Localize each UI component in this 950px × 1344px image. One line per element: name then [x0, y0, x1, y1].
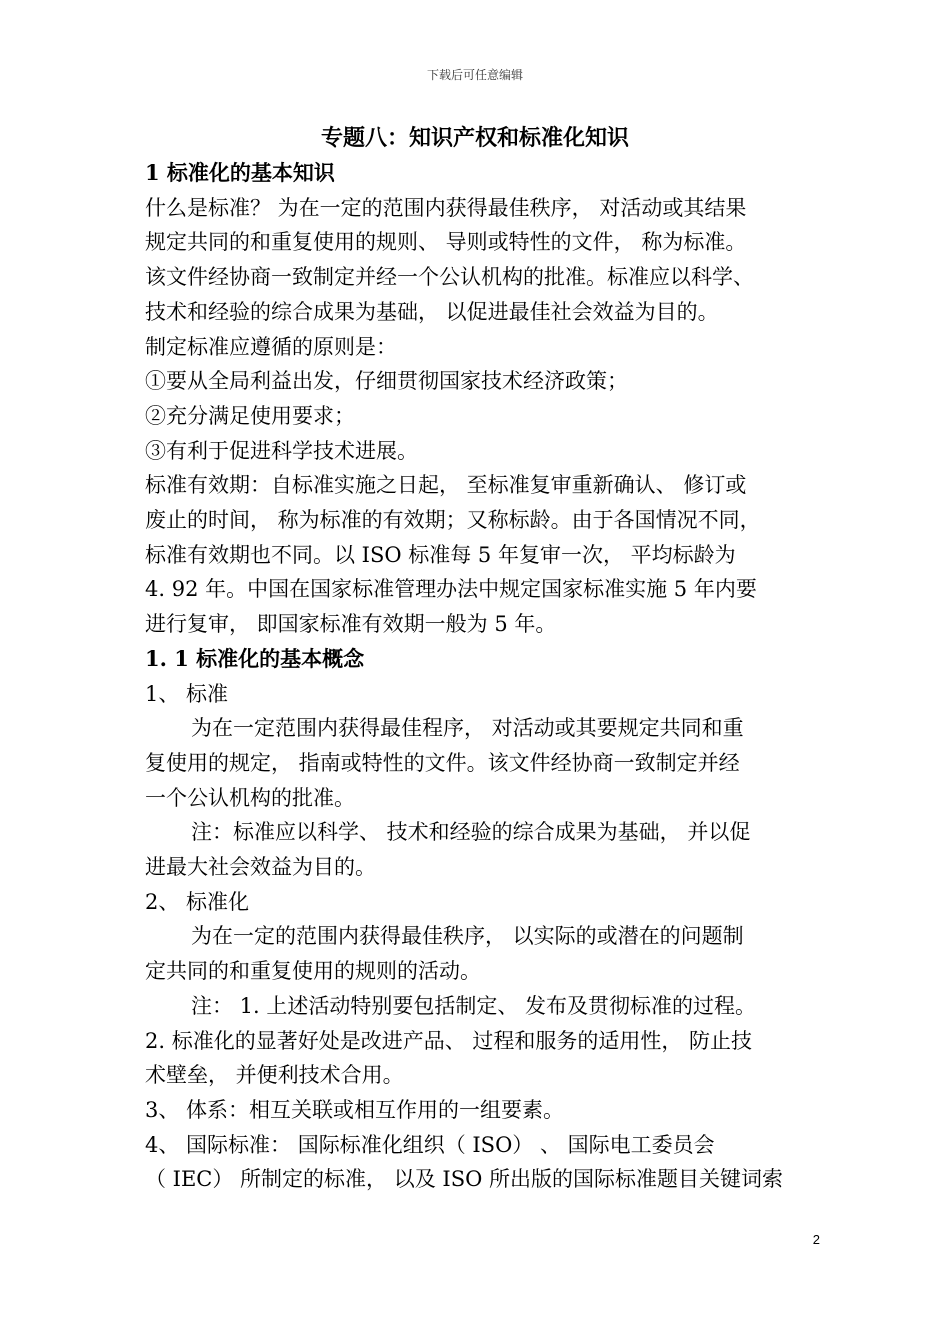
paragraph-line: 制定标准应遵循的原则是： [145, 334, 397, 359]
section-heading: 1 标准化的基本知识 [145, 160, 335, 185]
numbered-item: 2、 标准化 [145, 889, 250, 914]
list-item: ③有利于促进科学技术进展。 [145, 438, 418, 463]
paragraph-line: 复使用的规定， 指南或特性的文件。该文件经协商一致制定并经 [145, 750, 740, 775]
header-note: 下载后可任意编辑 [426, 68, 523, 82]
note-line: 注：标准应以科学、 技术和经验的综合成果为基础， 并以促 [191, 820, 751, 845]
paragraph-line: 废止的时间， 称为标准的有效期；又称标龄。由于各国情况不同， [145, 508, 761, 533]
paragraph-line: 一个公认机构的批准。 [145, 785, 355, 810]
document-body [145, 156, 815, 1197]
paragraph-line: 什么是标准？ 为在一定的范围内获得最佳秩序， 对活动或其结果 [145, 195, 747, 220]
paragraph-line: 进行复审， 即国家标准有效期一般为 5 年。 [145, 612, 557, 637]
numbered-item: 4、 国际标准： 国际标准化组织（ ISO） 、 国际电工委员会 [145, 1132, 715, 1157]
numbered-item: 1、 标准 [145, 681, 229, 706]
paragraph-line: 技术和经验的综合成果为基础， 以促进最佳社会效益为目的。 [145, 299, 719, 324]
paragraph-line: 定共同的和重复使用的规则的活动。 [145, 959, 481, 984]
paragraph-line: 标准有效期也不同。以 ISO 标准每 5 年复审一次， 平均标龄为 [145, 542, 736, 567]
list-item: ②充分满足使用要求； [145, 403, 355, 428]
list-item: ①要从全局利益出发，仔细贯彻国家技术经济政策； [145, 369, 628, 394]
paragraph-line: 4. 92 年。中国在国家标准管理办法中规定国家标准实施 5 年内要 [145, 577, 757, 602]
note-line: 进最大社会效益为目的。 [145, 855, 376, 880]
subsection-heading: 1. 1 标准化的基本概念 [145, 645, 365, 671]
page-title: 专题八：知识产权和标准化知识 [320, 125, 629, 151]
paragraph-line: 为在一定的范围内获得最佳秩序， 以实际的或潜在的问题制 [191, 924, 744, 949]
numbered-item: 3、 体系：相互关联或相互作用的一组要素。 [145, 1097, 565, 1122]
paragraph-line: 该文件经协商一致制定并经一个公认机构的批准。标准应以科学、 [145, 265, 754, 290]
page-number: 2 [812, 1232, 820, 1247]
paragraph-line: （ IEC） 所制定的标准， 以及 ISO 所出版的国际标准题目关键词索 [145, 1167, 783, 1192]
paragraph-line: 标准有效期：自标准实施之日起， 至标准复审重新确认、 修订或 [145, 473, 747, 498]
paragraph-line: 规定共同的和重复使用的规则、 导则或特性的文件， 称为标准。 [145, 230, 747, 255]
note-line: 注： 1. 上述活动特别要包括制定、 发布及贯彻标准的过程。 [191, 993, 757, 1018]
note-line: 2. 标准化的显著好处是改进产品、 过程和服务的适用性， 防止技 [145, 1028, 753, 1053]
paragraph-line: 为在一定范围内获得最佳程序， 对活动或其要规定共同和重 [191, 716, 744, 741]
note-line: 术壁垒， 并便利技术合用。 [145, 1063, 404, 1088]
